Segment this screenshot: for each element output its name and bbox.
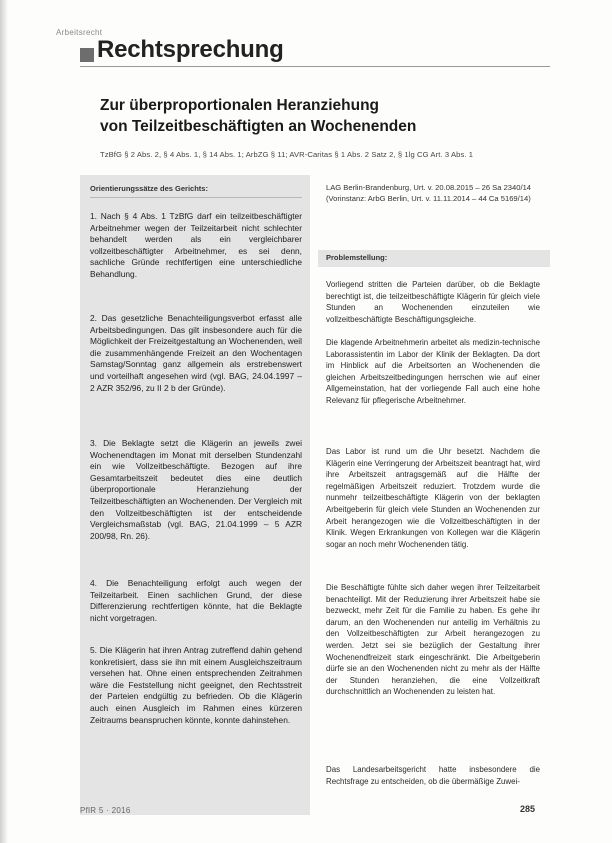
problem-paragraph-4: Die Beschäftigte fühlte sich daher wegen ihrer Teilzeitarbeit benachteiligt. Mit der Reduzierung ihrer Arbeitszeit habe sie bezweckt, mehr Zeit für die Familie zu haben. Es gehe ihr darum, an den Wochenenden nur anteilig im Verhältnis zu den Vollzeitbeschäftigten zur Arbeit herangezogen zu werden. Jetzt sei sie bezüglich der Gestaltung ihrer Wochenendfreizeit stark eingeschränkt. Die Arbeitgeberin dürfe sie an den Wochenenden nicht zu mehr als der Hälfte der Stunden heranziehen, die eine Vollzeitkraft durchschnittlich an Wochenenden zu leisten hat. [326, 583, 540, 697]
guiding-principle-3: 3. Die Beklagte setzt die Klägerin an jeweils zwei Wochenendtagen im Monat mit derselben Stundenzahl ein wie Vollzeitbeschäftigte. Bezogen auf ihre Gesamtarbeitszeit bedeutet dies eine deutlich überproportionale Heranziehung der Teilzeitbeschäftigten an Wochenenden. Der Vergleich mit den Vollzeitbeschäftigten ist der entscheidende Vergleichsmaßstab (vgl. BAG, 21.04.1999 – 5 AZR 200/98, Rn. 26). [90, 438, 302, 541]
journal-footer: PflR 5 · 2016 [80, 806, 131, 815]
problem-paragraph-5: Das Landesarbeitsgericht hatte insbesondere die Rechtsfrage zu entscheiden, ob die übermäßige Zuwei- [326, 765, 540, 786]
problem-heading: Problemstellung: [326, 253, 388, 262]
problem-paragraph-2: Die klagende Arbeitnehmerin arbeitet als medizin-technische Laborassistentin im Labor der Klinik der Beklagten. Da dort im Hinblick auf die Arbeitsorten an Wochenenden die gleichen Arbeitszeitbedingungen herrschen wie auf einer Allgemeinstation, hat der vorliegende Fall auch eine hohe Relevanz für pflegerische Arbeitnehmer. [326, 338, 540, 405]
header-square-icon [80, 48, 94, 62]
guiding-principle-2: 2. Das gesetzliche Benachteiligungsverbot erfasst alle Arbeitsbedingungen. Das gilt insbesondere auch für die Möglichkeit der Freizeitgestaltung an Wochenenden, weil die zusammenhängende Freizeit an den Wochentagen Samstag/Sonntag ganz allgemein als erstrebenswert und vorteilhaft angesehen wird (vgl. BAG, 24.04.1997 – 2 AZR 352/96, zu II 2 b der Gründe). [90, 313, 302, 393]
guiding-principle-5: 5. Die Klägerin hat ihren Antrag zutreffend dahin gehend konkretisiert, dass sie ihn mit einem Ausgleichszeitraum versehen hat. Ohne einen entsprechenden Zeitrahmen wäre die Feststellung nicht geeignet, den Rechtsstreit der Parteien endgültig zu befrieden. Ob die Klägerin auch einen Ausgleich im Rahmen eines kürzeren Zeitraums beanspruchen könnte, konnte dahinstehen. [90, 645, 302, 725]
norms-line: TzBfG § 2 Abs. 2, § 4 Abs. 1, § 14 Abs. 1; ArbZG § 11; AVR-Caritas § 1 Abs. 2 Satz 2, § 1lg CG Art. 3 Abs. 1 [100, 150, 474, 159]
guiding-principle-4: 4. Die Benachteiligung erfolgt auch wegen der Teilzeitarbeit. Einen sachlichen Grund, der diese Differenzierung rechtfertigen könnte, hat die Beklagte nicht vorgetragen. [90, 578, 302, 623]
section-label: Arbeitsrecht [56, 28, 103, 37]
scan-shadow [0, 0, 8, 843]
court-reference: LAG Berlin-Brandenburg, Urt. v. 20.08.2015 – 26 Sa 2340/14 (Vorinstanz: ArbG Berlin, Urt. v. 11.11.2014 – 44 Ca 5169/14) [326, 183, 532, 203]
article-title-line-1: Zur überproportionalen Heranziehung [100, 97, 380, 114]
page-title: Rechtsprechung [97, 36, 284, 63]
article-title-line-2: von Teilzeitbeschäftigten an Wochenenden [100, 118, 417, 135]
guiding-principle-1: 1. Nach § 4 Abs. 1 TzBfG darf ein teilzeitbeschäftigter Arbeitnehmer wegen der Teilzeitarbeit nicht schlechter behandelt werden als ein vergleichbarer vollzeitbeschäftigter Arbeitnehmer, es sei denn, sachliche Gründe rechtfertigen eine unterschiedliche Behandlung. [90, 211, 302, 279]
page-number: 285 [520, 804, 536, 814]
problem-paragraph-3: Das Labor ist rund um die Uhr besetzt. Nachdem die Klägerin eine Verringerung der Arbeitszeit beantragt hat, wird ihre Arbeitszeit antragsgemäß auf die Hälfte der regelmäßigen Arbeitszeit reduziert. Trotzdem wurde die nunmehr teilzeitbeschäftigte Klägerin von der beklagten Arbeitgeberin für gleich viele Stunden an Wochenenden zur Arbeit herangezogen wie die Vollzeitbeschäftigten in der Klinik. Wegen Erkrankungen von Kollegen war die Klägerin sogar an noch mehr Wochenenden tätig. [326, 447, 540, 549]
problem-paragraph-1: Vorliegend stritten die Parteien darüber, ob die Beklagte berechtigt ist, die teilzeitbeschäftigte Klägerin für gleich viele Stunden an Wochenenden einzuteilen wie vollzeitbeschäftigte Beschäftigungsgleiche. [326, 280, 540, 324]
article-title [100, 95, 540, 137]
header-divider [80, 66, 550, 67]
guiding-principles-heading: Orientierungssätze des Gerichts: [90, 184, 208, 193]
left-column-divider [90, 197, 302, 198]
